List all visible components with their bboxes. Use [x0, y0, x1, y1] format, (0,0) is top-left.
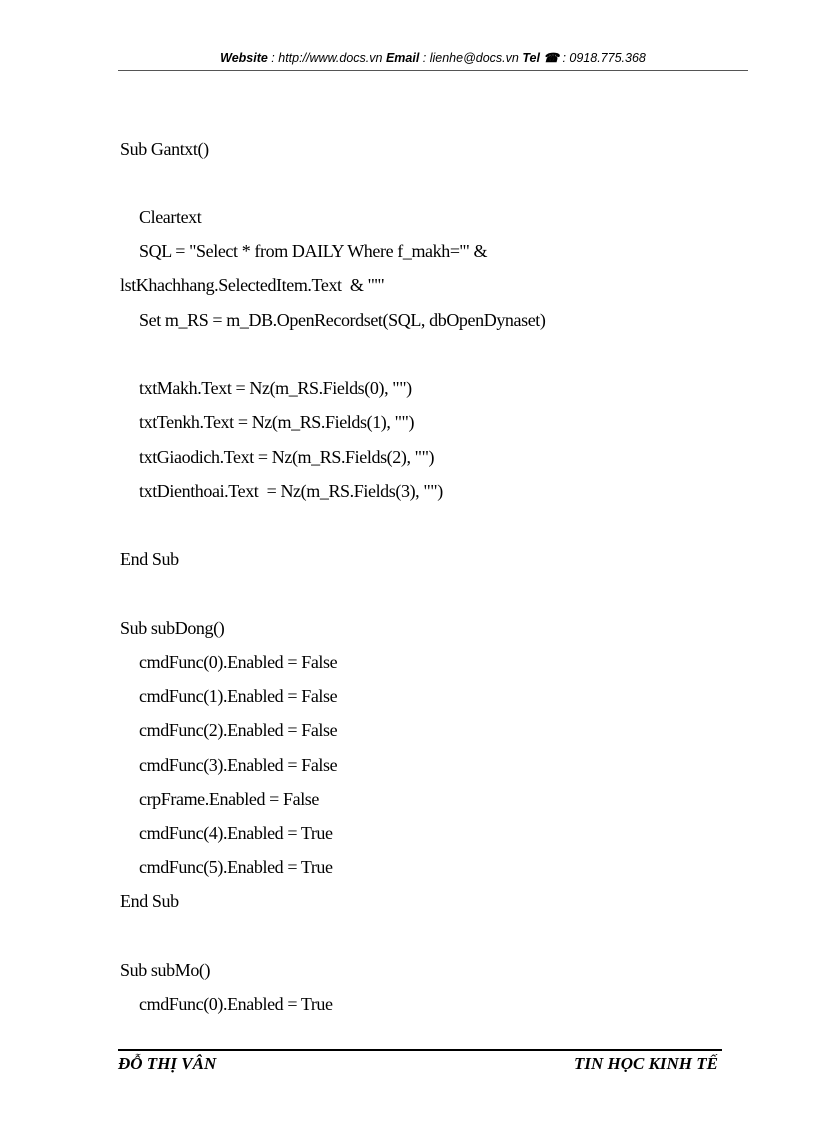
footer-divider	[118, 1049, 722, 1051]
code-line: Cleartext	[139, 207, 202, 227]
email-value: : lienhe@docs.vn	[419, 51, 523, 65]
header-divider	[118, 70, 748, 71]
code-line: cmdFunc(2).Enabled = False	[139, 720, 338, 740]
code-line: lstKhachhang.SelectedItem.Text & "'"	[120, 275, 385, 295]
code-line: txtDienthoai.Text = Nz(m_RS.Fields(3), "")	[139, 481, 443, 501]
footer-subject: TIN HỌC KINH TẾ	[573, 1054, 718, 1073]
code-line: Sub subMo()	[120, 960, 211, 980]
code-line: txtGiaodich.Text = Nz(m_RS.Fields(2), "")	[139, 447, 435, 467]
code-line: crpFrame.Enabled = False	[139, 789, 319, 809]
code-line: Set m_RS = m_DB.OpenRecordset(SQL, dbOpenDynaset)	[139, 310, 546, 330]
code-line: End Sub	[120, 549, 179, 569]
code-line: cmdFunc(4).Enabled = True	[139, 823, 333, 843]
code-line: txtTenkh.Text = Nz(m_RS.Fields(1), "")	[139, 412, 415, 432]
page-header	[118, 50, 748, 65]
website-value: : http://www.docs.vn	[267, 51, 386, 65]
website-label: Website	[220, 51, 268, 65]
code-line: cmdFunc(0).Enabled = False	[139, 652, 338, 672]
code-line: cmdFunc(3).Enabled = False	[139, 755, 338, 775]
code-line: cmdFunc(0).Enabled = True	[139, 994, 333, 1014]
code-line: Sub Gantxt()	[120, 139, 209, 159]
code-line: SQL = "Select * from DAILY Where f_makh='" &	[139, 241, 488, 261]
tel-value: : 0918.775.368	[558, 51, 646, 65]
code-line: cmdFunc(1).Enabled = False	[139, 686, 338, 706]
email-label: Email	[385, 51, 420, 65]
tel-label: Tel ☎	[522, 51, 559, 65]
code-line: cmdFunc(5).Enabled = True	[139, 857, 333, 877]
code-line: txtMakh.Text = Nz(m_RS.Fields(0), "")	[139, 378, 412, 398]
footer-author: ĐỖ THỊ VÂN	[118, 1054, 217, 1073]
code-line: Sub subDong()	[120, 618, 225, 638]
code-line: End Sub	[120, 891, 179, 911]
